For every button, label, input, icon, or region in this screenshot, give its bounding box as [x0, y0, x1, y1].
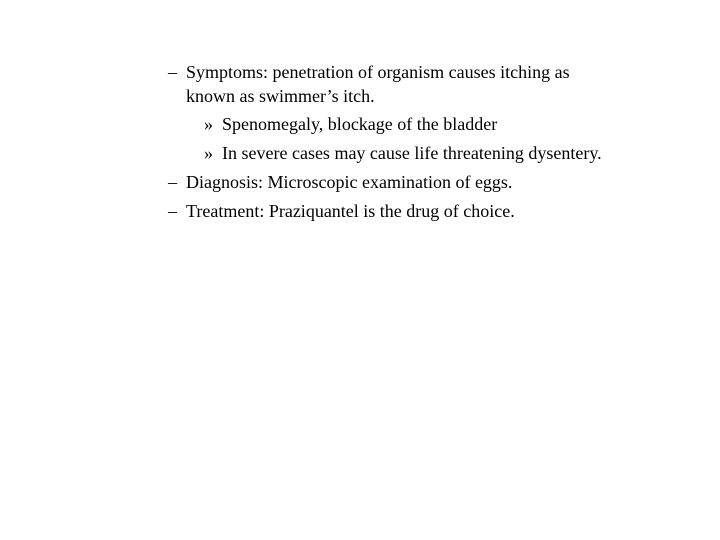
guillemet-marker: » [204, 114, 213, 134]
subbullet-dysentery [204, 142, 602, 164]
bullet-symptoms-continuation [186, 85, 375, 107]
bullet-treatment-text: Treatment: Praziquantel is the drug of choice. [186, 201, 515, 221]
guillemet-marker: » [204, 143, 213, 163]
bullet-symptoms [168, 61, 570, 83]
bullet-diagnosis [168, 171, 512, 193]
bullet-symptoms-text: Symptoms: penetration of organism causes itching as [186, 62, 570, 82]
dash-marker: – [168, 62, 177, 82]
bullet-symptoms-text-continued: known as swimmer’s itch. [186, 86, 375, 106]
subbullet-splenomegaly-text: Spenomegaly, blockage of the bladder [222, 114, 498, 134]
subbullet-splenomegaly [204, 113, 497, 135]
subbullet-dysentery-text: In severe cases may cause life threatening dysentery. [222, 143, 602, 163]
dash-marker: – [168, 201, 177, 221]
bullet-diagnosis-text: Diagnosis: Microscopic examination of eggs. [186, 172, 513, 192]
dash-marker: – [168, 172, 177, 192]
bullet-treatment [168, 200, 515, 222]
